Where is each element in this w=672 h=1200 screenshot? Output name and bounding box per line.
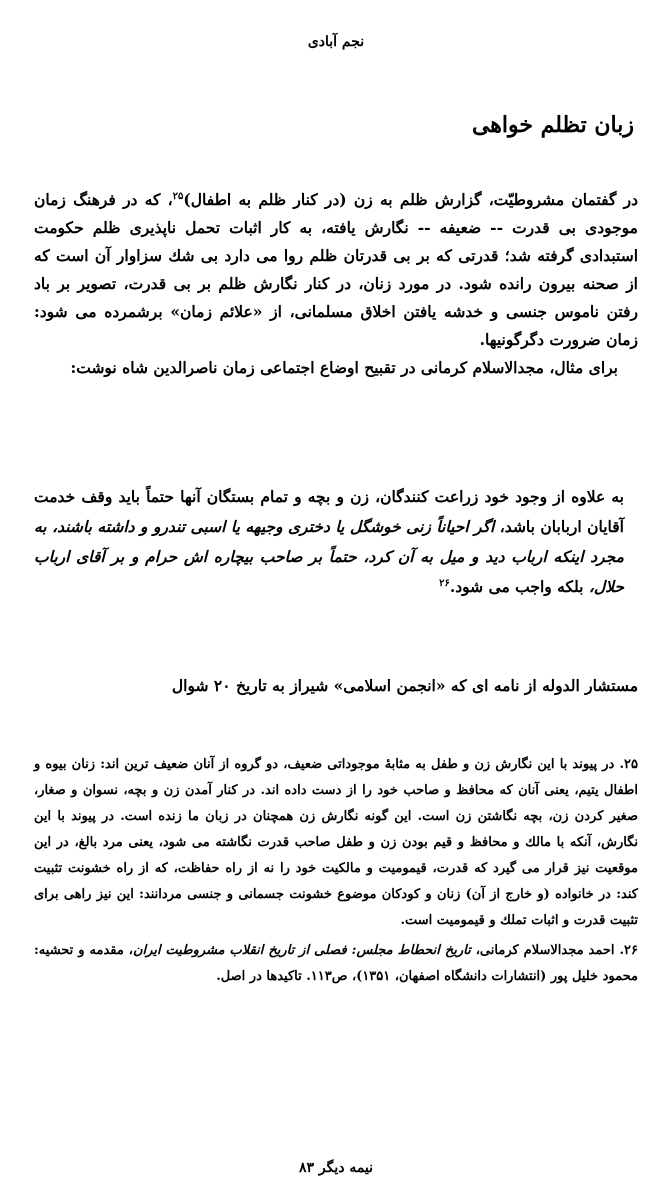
paragraph-1-text-a: در گفتمان مشروطیّت، گزارش ظلم به زن (در کنار ظلم به اطفال) [183,190,638,209]
footnotes [34,752,638,994]
quote-paragraph [34,482,624,602]
footnote-25-text: در پیوند با این نگارش زن و طفل به مثابهٔ موجوداتی ضعیف، دو گروه از آنان ضعیف ترین اند: زنان بیوه و اطفال یتیم، یعنی آنان که محافظ و صاحب خود را از دست داده اند. در کنار آمدن زن و بچه، نسوان و صغار، صغیر کردن زن، بچه نگاشتن زن است. این گونه نگارش زن همچنان در زبان ما زنده است. در پیوند با این نگارش، آنکه با مالك و محافظ و قیم بودن زن و طفل صاحب قدرت نگاشته می شود، یعنی مرد بالغ، در این موقعیت نیز قرار می گیرد که قدرت، قیمومیت و مالکیت خود را نه از راه حفاظت، که از راه خشونت تثبیت کند: در خانواده (و خارج از آن) زنان و کودکان موضوع خشونت جسمانی و جنسی مردانند: این نیز راهی برای تثبیت قدرت و اثبات تملك و قیمومیت است. [34,757,638,928]
block-quote [34,482,624,602]
section-title: زبان تظلم خواهی [471,112,634,138]
quote-text-a: به علاوه از وجود خود زراعت کنندگان، زن و بچه و تمام بستگان آنها حتماً باید وقف خدمت آقایان اربابان باشد، [34,487,624,536]
footnote-26-number: ۲۶. [619,943,639,958]
paragraph-1 [34,186,638,354]
running-header: نجم آبادی [307,34,365,50]
continuation-paragraph: مستشار الدوله از نامه ای که «انجمن اسلامی» شیراز به تاریخ ۲۰ شوال [171,676,638,695]
page-number: نیمه دیگر ۸۳ [298,1160,374,1176]
footnote-26-author: احمد مجدالاسلام کرمانی، [470,943,615,958]
footnote-26-title: تاریخ انحطاط مجلس: فصلی از تاریخ انقلاب مشروطیت ایران [133,943,471,958]
quote-text-b: بلکه واجب می شود. [449,577,589,596]
footnote-25-number: ۲۵. [619,757,638,772]
footnote-26 [34,938,638,990]
body-text [34,186,638,382]
paragraph-1-text-b: ، که در فرهنگ زمان موجودی بی قدرت -- ضعیفه -- نگارش یافته، به کار اثبات تحمل ناپذیری ظلم حکومت استبدادی گرفته شد؛ قدرتی که بر بی قدرتان ظلم روا می دارد بی شك سزاوار آن است که از صحنه بیرون رانده شود. در مورد زنان، در کنار نگارش ظلم بر بی قدرت، تصویر بر باد رفتن ناموس جنسی و خدشه یافتن اخلاق مسلمانی، از «علائم زمان» برشمرده می شود: زمان ضرورت دگرگونیها. [34,190,638,349]
footnote-ref-26: ۲۶ [439,577,450,589]
footnote-25 [34,752,638,934]
quote-text-italic: اگر احیاناً زنی خوشگل یا دختری وجیهه یا اسبی تندرو و داشته باشند، به مجرد اینکه ارباب دید و میل به آن کرد، حتماً بر صاحب بیچاره اش حرام و بر آقای ارباب حلال، [34,517,624,596]
footnote-ref-25: ۲۵ [172,190,184,202]
footnote-26-rest: ، مقدمه و تحشیه: محمود خلیل پور (انتشارات دانشگاه اصفهان، ۱۳۵۱)، ص۱۱۳. تاکیدها در اصل. [34,943,638,984]
paragraph-2: برای مثال، مجدالاسلام کرمانی در تقبیح اوضاع اجتماعی زمان ناصرالدین شاه نوشت: [70,358,618,377]
